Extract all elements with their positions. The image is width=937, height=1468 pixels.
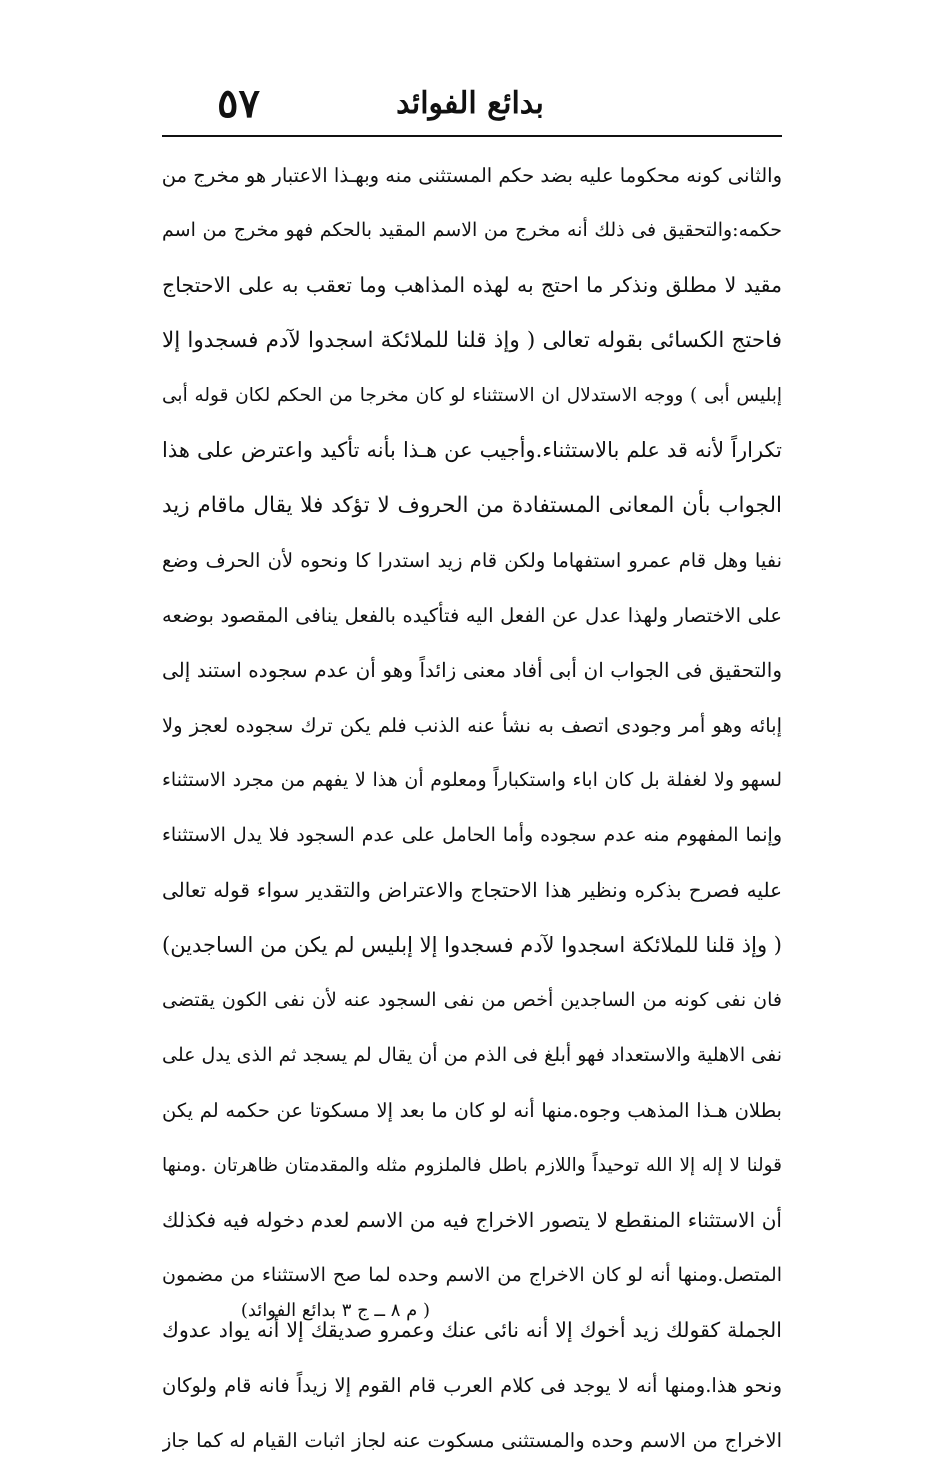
body-text	[162, 148, 782, 1468]
running-title: بدائع الفوائد	[396, 86, 544, 121]
page-header	[160, 80, 780, 132]
text-line: إبليس أبى ) ووجه الاستدلال ان الاستثناء لو كان مخرجا من الحكم لكان قوله أبى	[162, 385, 782, 406]
header-rule	[162, 135, 782, 137]
page-number: ٥٧	[217, 80, 260, 127]
text-line: أن الاستثناء المنقطع لا يتصور الاخراج فيه من الاسم لعدم دخوله فيه فكذلك	[162, 1208, 782, 1232]
text-line: تكراراً لأنه قد علم بالاستثناء.وأجيب عن هـذا بأنه تأكيد واعترض على هذا	[162, 438, 782, 462]
text-line: مقيد لا مطلق ونذكر ما احتج به لهذه المذاهب وما تعقب به على الاحتجاج	[162, 273, 782, 297]
text-line: ونحو هذا.ومنها أنه لا يوجد فى كلام العرب قام القوم إلا زيداً فانه قام ولوكان	[162, 1374, 782, 1397]
text-line: فان نفى كونه من الساجدين أخص من نفى السجود عنه لأن نفى الكون يقتضى	[162, 989, 782, 1011]
text-line: إبائه وهو أمر وجودى اتصف به نشأ عنه الذنب فلم يكن ترك سجوده لعجز ولا	[162, 714, 782, 737]
text-line: الجملة كقولك زيد أخوك إلا أنه نائى عنك وعمرو صديقك إلا أنه يواد عدوك	[162, 1318, 782, 1342]
text-line: بطلان هـذا المذهب وجوه.منها أنه لو كان ما بعد إلا مسكوتا عن حكمه لم يكن	[162, 1099, 782, 1122]
text-line: الجواب بأن المعانى المستفادة من الحروف لا تؤكد فلا يقال ماقام زيد	[162, 493, 782, 518]
text-line: الاخراج من الاسم وحده والمستثنى مسكوت عنه لجاز اثبات القيام له كما جاز	[162, 1429, 782, 1452]
text-line: قولنا لا إله إلا الله توحيداً واللازم باطل فالملزوم مثله والمقدمتان ظاهرتان .ومنها	[162, 1155, 782, 1176]
text-line: نفيا وهل قام عمرو استفهاما ولكن قام زيد استدرا كا ونحوه لأن الحرف وضع	[162, 549, 782, 572]
text-line: والتحقيق فى الجواب ان أبى أفاد معنى زائداً وهو أن عدم سجوده استند إلى	[162, 658, 782, 682]
text-line: نفى الاهلية والاستعداد فهو أبلغ فى الذم من أن يقال لم يسجد ثم الذى يدل على	[162, 1044, 782, 1066]
text-line: لسهو ولا لغفلة بل كان اباء واستكباراً ومعلوم أن هذا لا يفهم من مجرد الاستثناء	[162, 769, 782, 791]
text-line: عليه فصرح بذكره ونظير هذا الاحتجاج والاعتراض والتقدير سواء قوله تعالى	[162, 878, 782, 902]
signature-footer: ( م ٨ ــ ج ٣ بدائع الفوائد)	[240, 1300, 430, 1321]
text-line: المتصل.ومنها أنه لو كان الاخراج من الاسم وحده لما صح الاستثناء من مضمون	[162, 1264, 782, 1286]
text-line: ( وإذ قلنا للملائكة اسجدوا لآدم فسجدوا إلا إبليس لم يكن من الساجدين)	[162, 933, 782, 957]
text-line: والثانى كونه محكوما عليه بضد حكم المستثنى منه وبهـذا الاعتبار هو مخرج من	[162, 164, 782, 187]
text-line: فاحتج الكسائى بقوله تعالى ( وإذ قلنا للملائكة اسجدوا لآدم فسجدوا إلا	[162, 328, 782, 353]
text-line: وإنما المفهوم منه عدم سجوده وأما الحامل على عدم السجود فلا يدل الاستثناء	[162, 824, 782, 846]
text-line: على الاختصار ولهذا عدل عن الفعل اليه فتأكيده بالفعل ينافى المقصود بوضعه	[162, 604, 782, 627]
text-line: حكمه:والتحقيق فى ذلك أنه مخرج من الاسم المقيد بالحكم فهو مخرج من اسم	[162, 219, 782, 241]
